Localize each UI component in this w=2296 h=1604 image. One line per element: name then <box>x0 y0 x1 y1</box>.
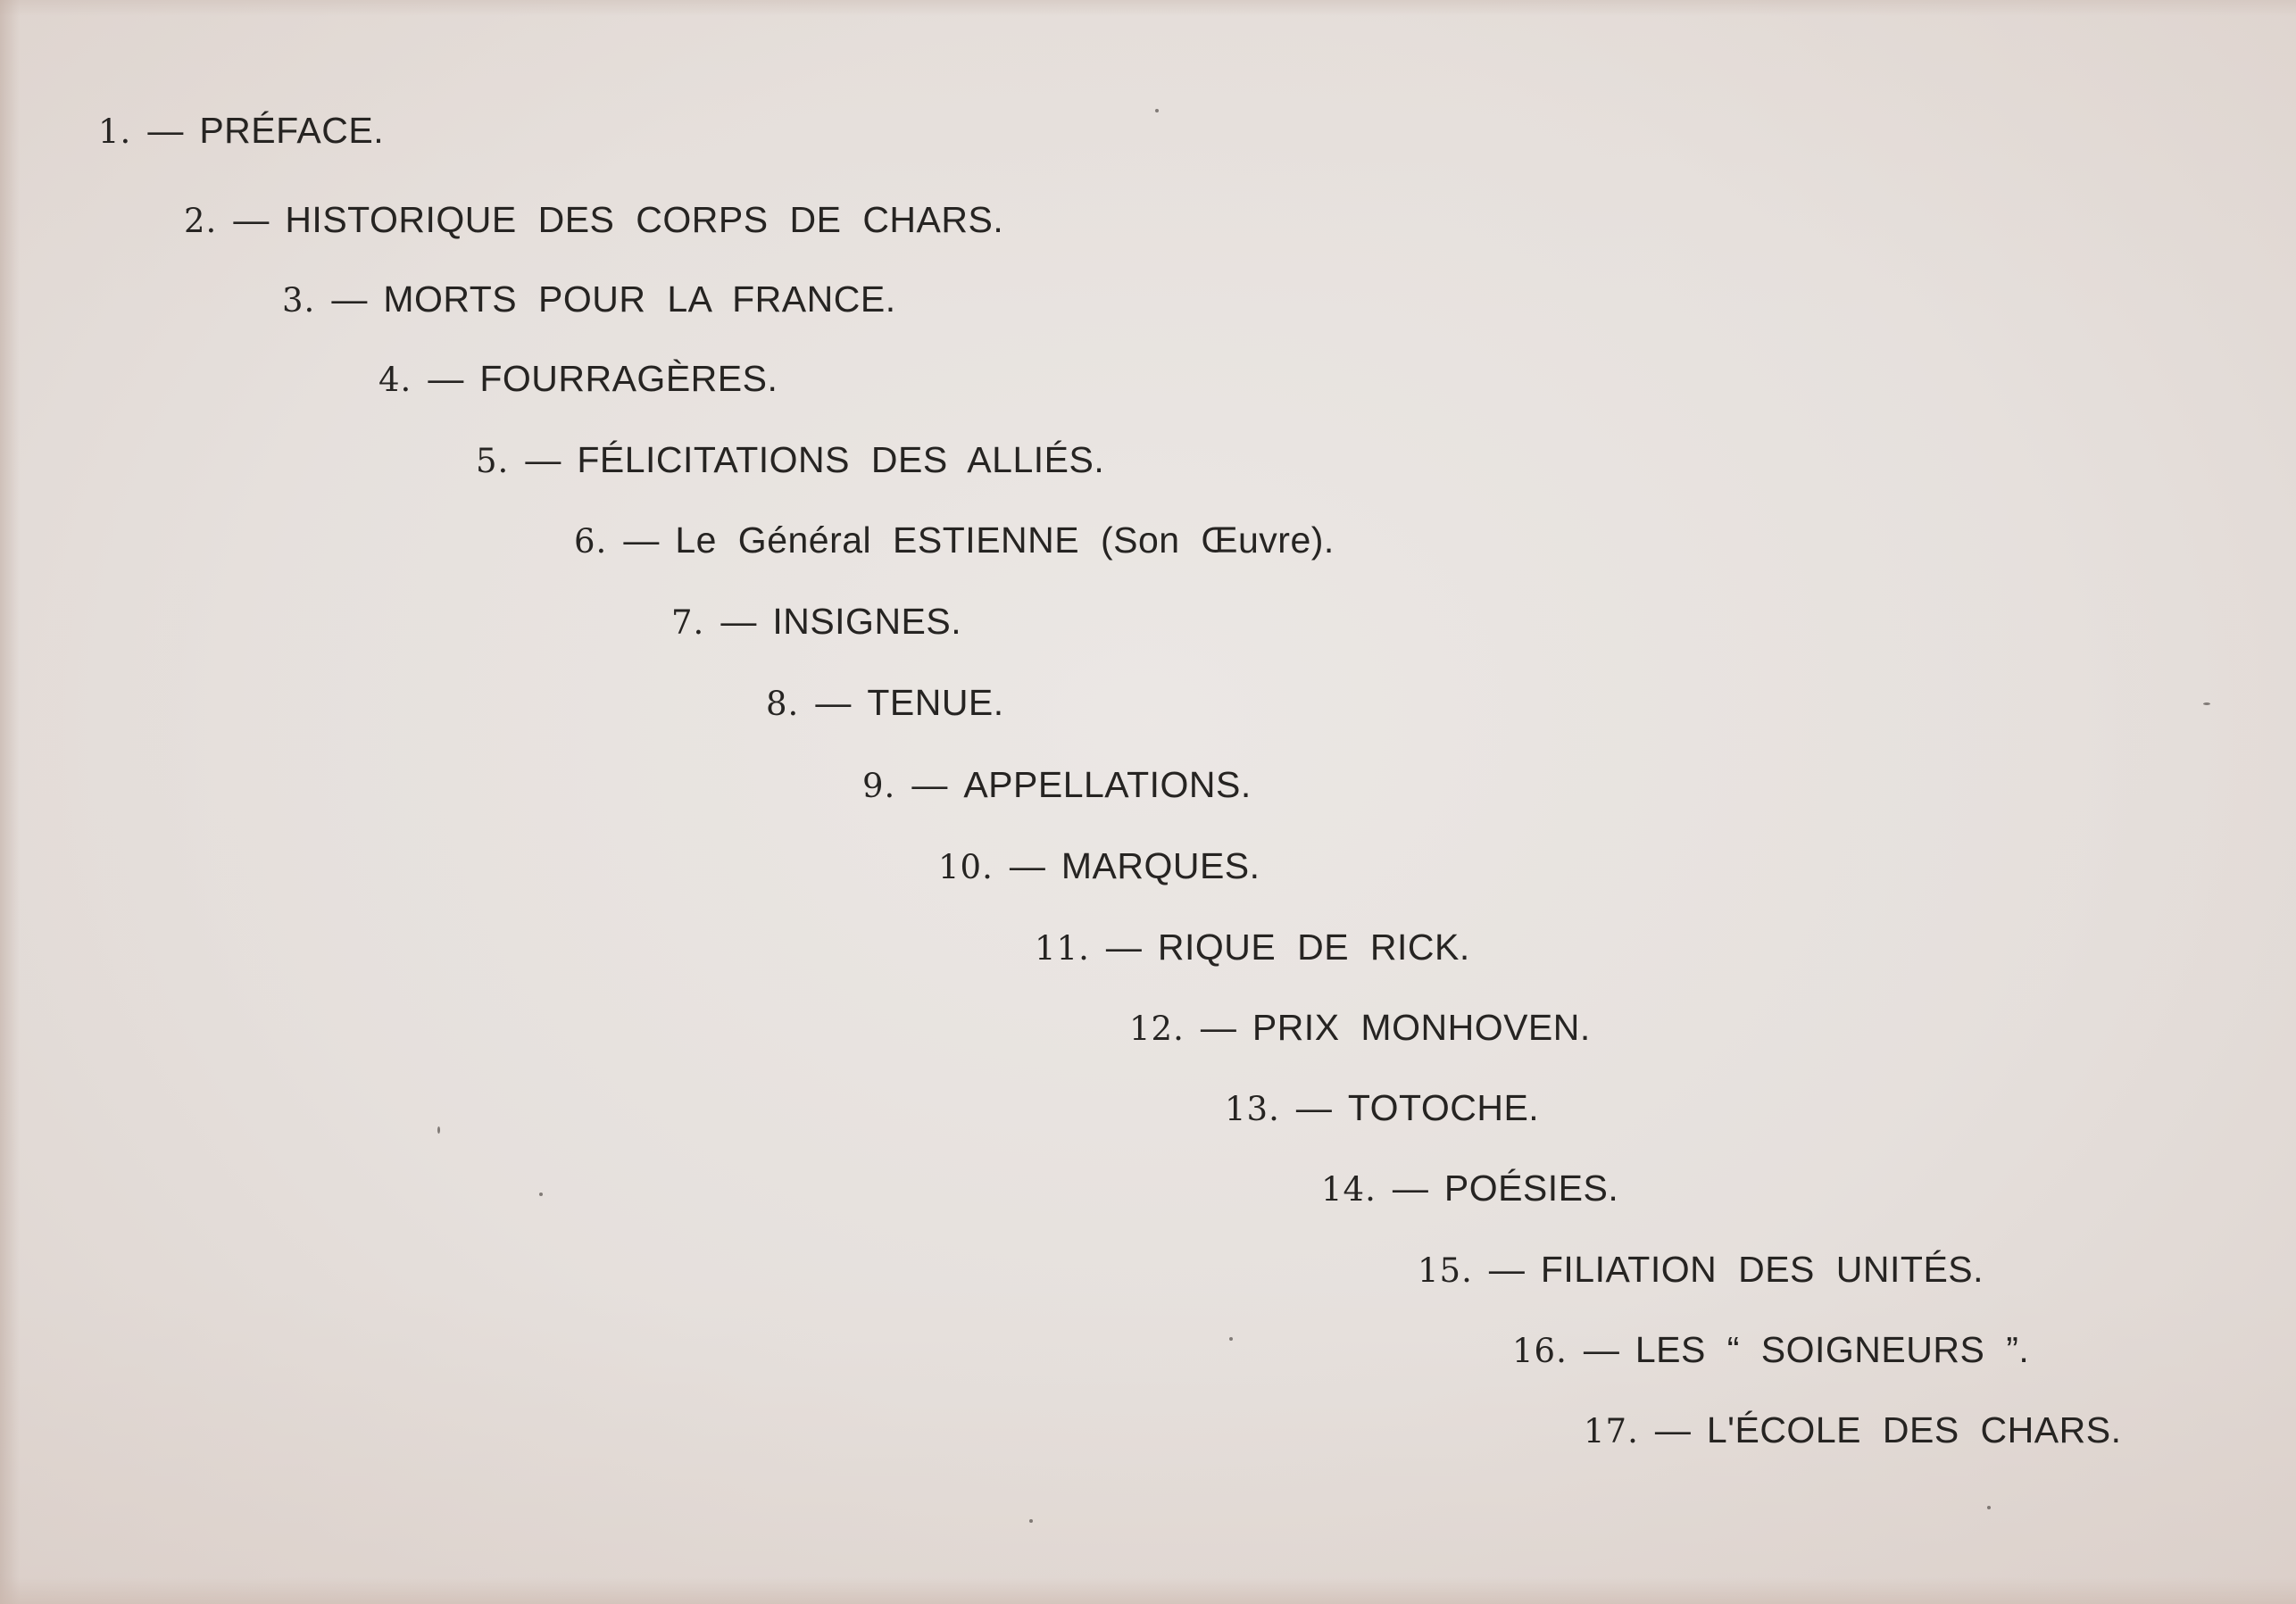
entry-title: FILIATION DES UNITÉS. <box>1540 1249 1984 1290</box>
entry-title: HISTORIQUE DES CORPS DE CHARS. <box>285 199 1004 240</box>
entry-dash: — <box>1295 1089 1332 1128</box>
toc-entry <box>282 278 896 320</box>
entry-dash: — <box>720 603 757 642</box>
entry-dash: — <box>147 112 184 151</box>
entry-number: 7. <box>671 603 705 642</box>
toc-entry <box>184 199 1004 240</box>
entry-number: 10. <box>938 848 994 886</box>
entry-number: 17. <box>1584 1412 1639 1450</box>
entry-number: 16. <box>1512 1332 1568 1370</box>
entry-title: Le Général ESTIENNE (Son Œuvre). <box>675 519 1335 561</box>
entry-number: 12. <box>1129 1010 1185 1048</box>
toc-entry <box>1129 1007 1591 1048</box>
entry-title: FOURRAGÈRES. <box>479 358 778 399</box>
entry-number: 14. <box>1321 1170 1377 1209</box>
entry-number: 4. <box>379 361 412 399</box>
entry-dash: — <box>428 360 464 399</box>
entry-dash: — <box>1105 928 1142 968</box>
entry-dash: — <box>623 521 660 561</box>
entry-title: L'ÉCOLE DES CHARS. <box>1706 1409 2122 1450</box>
toc-entry <box>98 112 384 149</box>
entry-title: MORTS POUR LA FRANCE. <box>383 278 896 320</box>
entry-dash: — <box>1583 1331 1619 1370</box>
entry-number: 11. <box>1035 929 1090 968</box>
entry-number: 2. <box>184 202 218 240</box>
entry-dash: — <box>233 201 270 240</box>
entry-title: INSIGNES. <box>772 601 962 642</box>
toc-entry <box>1512 1329 2030 1370</box>
toc-entry <box>1225 1087 1540 1128</box>
toc-entry <box>671 603 961 640</box>
entry-dash: — <box>1392 1169 1428 1209</box>
toc-entry <box>476 439 1105 480</box>
entry-dash: — <box>331 280 368 320</box>
entry-number: 9. <box>862 767 896 805</box>
entry-title: MARQUES. <box>1061 845 1260 886</box>
entry-title: FÉLICITATIONS DES ALLIÉS. <box>577 439 1105 480</box>
entry-title: TENUE. <box>867 682 1004 723</box>
entry-number: 6. <box>574 522 608 561</box>
entry-title: POÉSIES. <box>1443 1168 1619 1209</box>
entry-title: PRIX MONHOVEN. <box>1252 1007 1591 1048</box>
toc-entry <box>379 358 778 399</box>
toc-entry <box>574 519 1335 561</box>
toc-entry <box>1035 929 1470 966</box>
toc-entry <box>938 845 1260 886</box>
toc-entry <box>1418 1251 1984 1288</box>
entry-dash: — <box>911 766 948 805</box>
entry-title: TOTOCHE. <box>1347 1087 1540 1128</box>
entry-dash: — <box>1488 1251 1525 1290</box>
toc-entry <box>1584 1409 2122 1450</box>
entry-number: 1. <box>98 112 132 151</box>
entry-dash: — <box>815 684 852 723</box>
toc-entry <box>766 682 1004 723</box>
toc-entry <box>1321 1170 1618 1207</box>
entry-title: LES “ SOIGNEURS ”. <box>1635 1329 2030 1370</box>
entry-dash: — <box>1654 1411 1691 1450</box>
entry-number: 8. <box>766 685 800 723</box>
entry-title: APPELLATIONS. <box>963 764 1252 805</box>
entry-title: RIQUE DE RICK. <box>1157 927 1470 968</box>
entry-number: 5. <box>476 442 510 480</box>
entry-dash: — <box>525 441 562 480</box>
entry-number: 13. <box>1225 1090 1280 1128</box>
toc-entry <box>862 764 1252 805</box>
entry-dash: — <box>1200 1009 1236 1048</box>
entry-number: 3. <box>282 281 316 320</box>
entry-title: PRÉFACE. <box>199 110 385 151</box>
entry-dash: — <box>1009 847 1045 886</box>
entry-number: 15. <box>1418 1251 1473 1290</box>
